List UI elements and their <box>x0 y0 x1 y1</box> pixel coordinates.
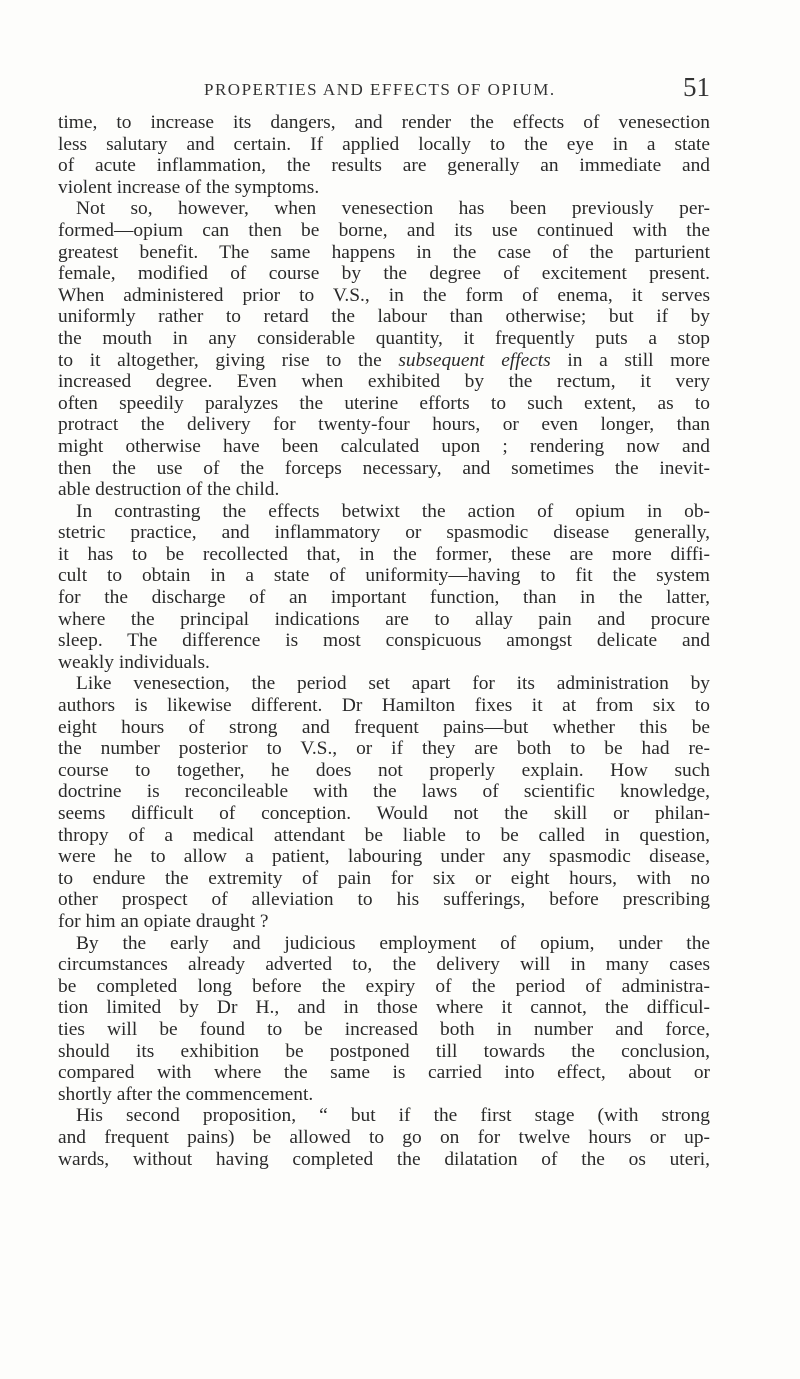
text-line <box>58 350 710 372</box>
text-line: where the principal indications are to allay pain and procure <box>58 608 710 630</box>
running-head: PROPERTIES AND EFFECTS OF OPIUM. <box>204 80 556 99</box>
text-line: female, modified of course by the degree of excitement present. <box>58 263 710 285</box>
text-line: increased degree. Even when exhibited by the rectum, it very <box>58 371 710 393</box>
text-line: seems difficult of conception. Would not the skill or philan- <box>58 803 710 824</box>
text-line: other prospect of alleviation to his sufferings, before prescribing <box>58 889 710 911</box>
text-line: compared with where the same is carried into effect, about or <box>58 1062 710 1084</box>
page-header <box>150 72 710 108</box>
text-line: protract the delivery for twenty-four hours, or even longer, than <box>58 414 710 436</box>
text-line: By the early and judicious employment of opium, under the <box>76 932 710 954</box>
text-line: then the use of the forceps necessary, and sometimes the inevit- <box>58 457 710 479</box>
text-line: thropy of a medical attendant be liable to be called in question, <box>58 824 710 846</box>
text-segment: in a still more <box>550 349 710 371</box>
text-line: to endure the extremity of pain for six or eight hours, with no <box>58 867 710 889</box>
italic-phrase: subsequent effects <box>398 349 551 371</box>
text-line: tion limited by Dr H., and in those where it cannot, the difficul- <box>58 997 710 1019</box>
text-line: and frequent pains) be allowed to go on for twelve hours or up- <box>58 1126 710 1148</box>
text-line: formed—opium can then be borne, and its use continued with the <box>58 219 710 241</box>
text-line: His second proposition, “ but if the first stage (with strong <box>76 1105 710 1127</box>
body-text <box>58 112 710 1170</box>
text-line: ties will be found to be increased both in number and force, <box>58 1018 710 1040</box>
text-line: greatest benefit. The same happens in the case of the parturient <box>58 241 710 263</box>
text-line: were he to allow a patient, labouring under any spasmodic disease, <box>58 846 710 868</box>
text-line: able destruction of the child. <box>58 479 280 501</box>
text-line: be completed long before the expiry of the period of administra- <box>58 975 710 997</box>
text-line: time, to increase its dangers, and render the effects of venesection <box>58 112 710 133</box>
text-line: of acute inflammation, the results are generally an immediate and <box>58 155 710 177</box>
text-line: Not so, however, when venesection has been previously per- <box>76 198 710 220</box>
text-segment: to it altogether, giving rise to the <box>58 349 399 371</box>
text-line: When administered prior to V.S., in the form of enema, it serves <box>58 284 710 306</box>
text-line: In contrasting the effects betwixt the action of opium in ob- <box>76 500 710 522</box>
text-line: the number posterior to V.S., or if they are both to be had re- <box>58 738 710 760</box>
text-line: less salutary and certain. If applied locally to the eye in a state <box>58 133 710 155</box>
text-line: it has to be recollected that, in the former, these are more diffi- <box>58 543 710 565</box>
text-line: authors is likewise different. Dr Hamilton fixes it at from six to <box>58 695 710 717</box>
text-line: violent increase of the symptoms. <box>58 176 320 198</box>
text-line: circumstances already adverted to, the delivery will in many cases <box>58 954 710 976</box>
text-line: the mouth in any considerable quantity, it frequently puts a stop <box>58 327 710 349</box>
text-line: often speedily paralyzes the uterine efforts to such extent, as to <box>58 392 710 414</box>
text-line: cult to obtain in a state of uniformity—having to fit the system <box>58 565 710 587</box>
text-line: might otherwise have been calculated upon ; rendering now and <box>58 435 710 457</box>
text-line: Like venesection, the period set apart for its administration by <box>76 673 710 695</box>
text-line: sleep. The difference is most conspicuous amongst delicate and <box>58 630 710 652</box>
text-line: weakly individuals. <box>58 651 210 673</box>
text-line: for him an opiate draught ? <box>58 910 269 932</box>
text-line: wards, without having completed the dilatation of the os uteri, <box>58 1148 710 1170</box>
text-line: uniformly rather to retard the labour than otherwise; but if by <box>58 306 710 328</box>
text-line: should its exhibition be postponed till towards the conclusion, <box>58 1040 710 1062</box>
text-line: for the discharge of an important function, than in the latter, <box>58 587 710 609</box>
text-line: stetric practice, and inflammatory or spasmodic disease generally, <box>58 522 710 544</box>
page-number: 51 <box>683 72 710 102</box>
text-line: doctrine is reconcileable with the laws of scientific knowledge, <box>58 781 710 803</box>
text-line: shortly after the commencement. <box>58 1083 314 1105</box>
text-line: eight hours of strong and frequent pains—but whether this be <box>58 716 710 738</box>
text-line: course to together, he does not properly explain. How such <box>58 759 710 781</box>
